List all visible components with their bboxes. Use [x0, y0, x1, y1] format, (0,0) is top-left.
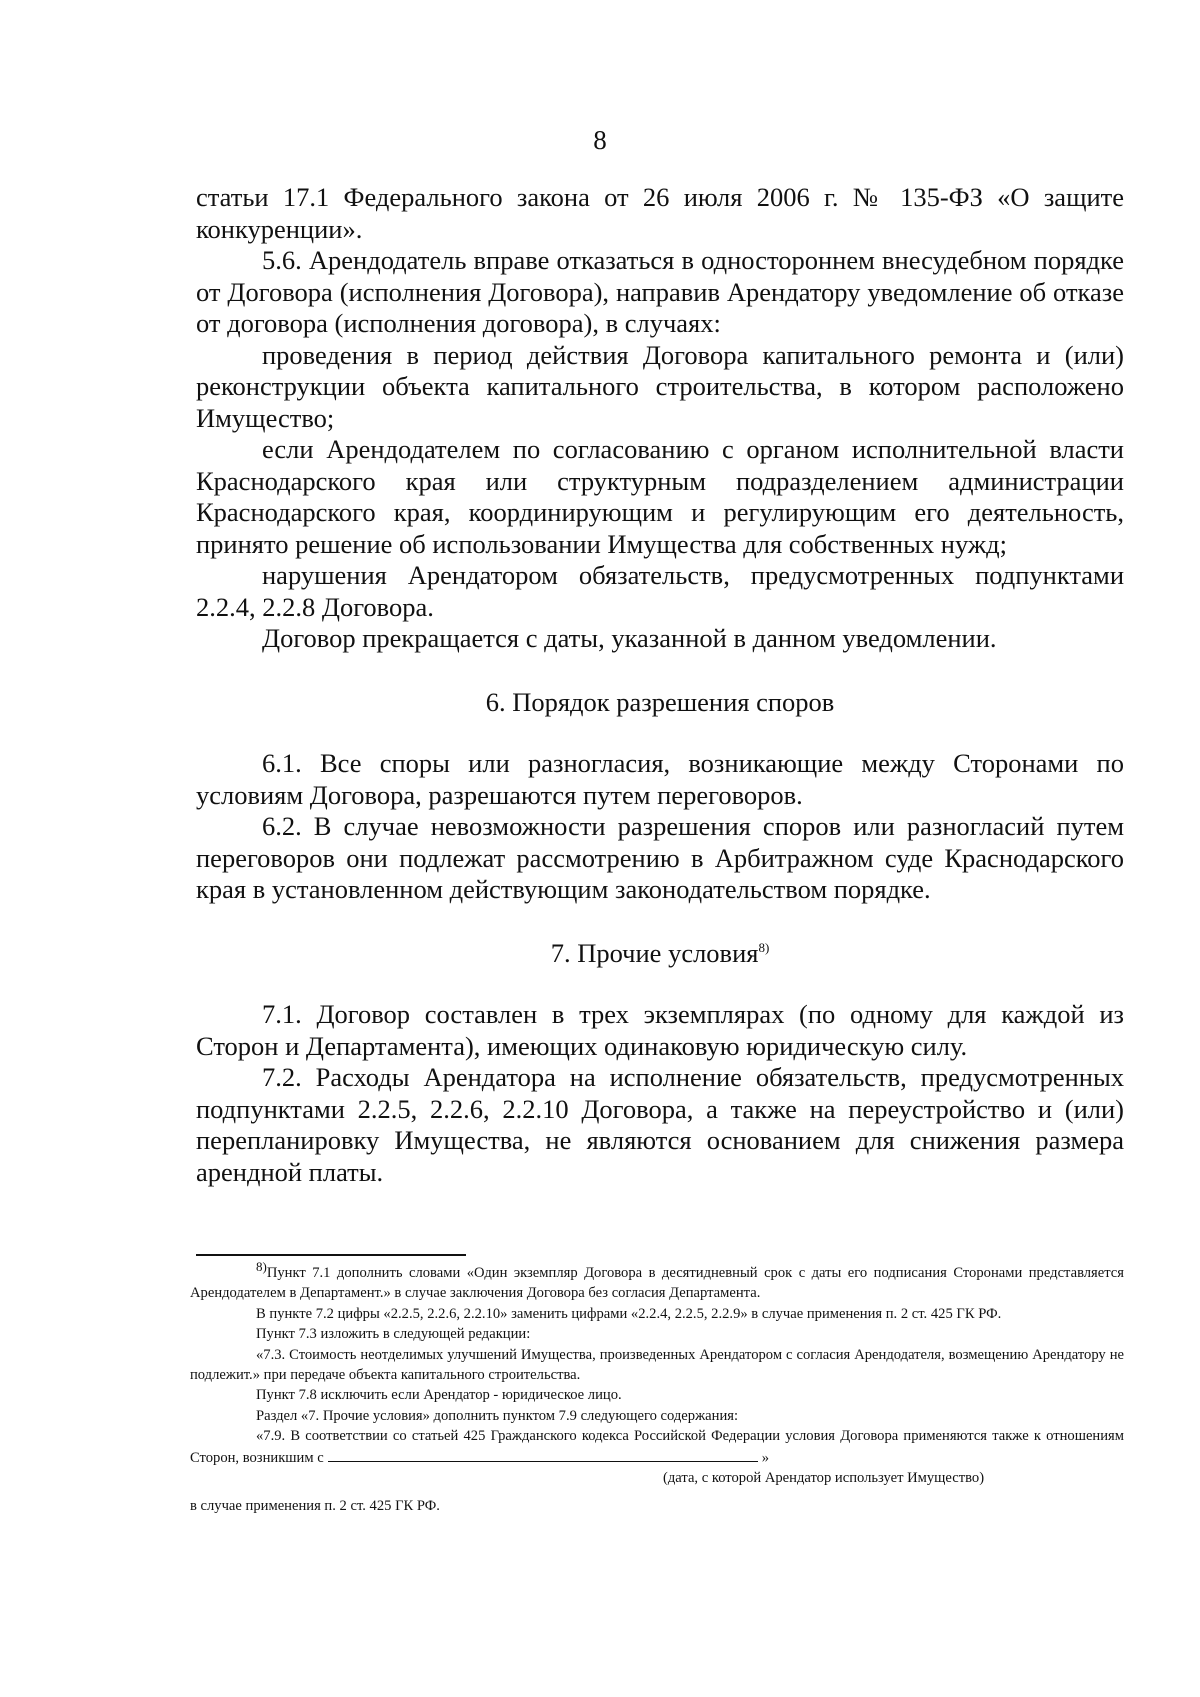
footnote-7-text: «7.9. В соответствии со статьей 425 Гражданского кодекса Российской Федерации условия Договора применяются также к отношениям Сторон, возникшим с — [190, 1428, 1124, 1466]
footnote-3: Пункт 7.3 изложить в следующей редакции: — [256, 1326, 531, 1343]
footnote-divider — [196, 1254, 466, 1256]
section-heading-7 — [196, 938, 1124, 970]
paragraph-termination-date: Договор прекращается с даты, указанной в данном уведомлении. — [262, 623, 997, 653]
footnote-7-caption: (дата, с которой Арендатор использует Имущество) — [663, 1470, 985, 1487]
document-body — [196, 182, 1124, 1188]
footnote-5: Пункт 7.8 исключить если Арендатор - юридическое лицо. — [256, 1387, 622, 1404]
footnote-2: В пункте 7.2 цифры «2.2.5, 2.2.6, 2.2.10» заменить цифрами «2.2.4, 2.2.5, 2.2.9» в случае применения п. 2 ст. 425 ГК РФ. — [256, 1305, 1002, 1322]
paragraph-7-1: 7.1. Договор составлен в трех экземплярах (по одному для каждой из Сторон и Департамента), имеющих одинаковую юридическую силу. — [196, 999, 1124, 1061]
footnote-7 — [190, 1426, 1124, 1468]
section-heading-6: 6. Порядок разрешения споров — [485, 686, 835, 717]
footnote-4: «7.3. Стоимость неотделимых улучшений Имущества, произведенных Арендатором с согласия Арендодателя, возмещению Арендатору не подлежит.» при передаче объекта капитального строительства. — [190, 1346, 1124, 1384]
footnote-reference: 8) — [758, 939, 770, 955]
spacer — [196, 655, 1124, 687]
paragraph-continuation: статьи 17.1 Федерального закона от 26 июля 2006 г. № 135-ФЗ «О защите конкуренции». — [196, 182, 1124, 244]
paragraph-5-6: 5.6. Арендодатель вправе отказаться в одностороннем внесудебном порядке от Договора (исполнения Договора), направив Арендатору уведомление об отказе от договора (исполнения договора), в случаях: — [196, 245, 1124, 338]
date-blank-line — [328, 1447, 758, 1462]
spacer — [196, 969, 1124, 999]
footnote-6: Раздел «7. Прочие условия» дополнить пунктом 7.9 следующего содержания: — [256, 1407, 739, 1424]
footnote-mark: 8) — [256, 1259, 267, 1275]
footnote-1-text: Пункт 7.1 дополнить словами «Один экземпляр Договора в десятидневный срок с даты его подписания Сторонами представляется Арендодателем в Департамент.» в случае заключения Договора без согласия Департамента. — [190, 1265, 1124, 1302]
paragraph-case-own-needs: если Арендодателем по согласованию с органом исполнительной власти Краснодарского края или структурным подразделением администрации Краснодарского края, координирующим и регулирующим его деятельность, принято решение об использовании Имущества для собственных нужд; — [196, 434, 1124, 559]
footnote-1 — [190, 1259, 1124, 1304]
spacer — [196, 718, 1124, 748]
paragraph-case-violation: нарушения Арендатором обязательств, предусмотренных подпунктами 2.2.4, 2.2.8 Договора. — [196, 560, 1124, 622]
footnotes — [190, 1259, 1124, 1517]
paragraph-6-2: 6.2. В случае невозможности разрешения споров или разногласий путем переговоров они подлежат рассмотрению в Арбитражном суде Краснодарского края в установленном действующим законодательством порядке. — [196, 811, 1124, 904]
footnote-8: в случае применения п. 2 ст. 425 ГК РФ. — [190, 1498, 440, 1515]
section-heading-7-text: 7. Прочие условия — [550, 937, 759, 968]
paragraph-6-1: 6.1. Все споры или разногласия, возникающие между Сторонами по условиям Договора, разрешаются путем переговоров. — [196, 748, 1124, 810]
footnote-7-close: » — [761, 1449, 769, 1466]
paragraph-7-2: 7.2. Расходы Арендатора на исполнение обязательств, предусмотренных подпунктами 2.2.5, 2.2.6, 2.2.10 Договора, а также на переустройство и (или) перепланировку Имущества, не являются основанием для снижения размера арендной платы. — [196, 1062, 1124, 1187]
paragraph-case-repair: проведения в период действия Договора капитального ремонта и (или) реконструкции объекта капитального строительства, в котором расположено Имущество; — [196, 339, 1124, 433]
page-number: 8 — [593, 125, 607, 155]
spacer — [196, 906, 1124, 938]
